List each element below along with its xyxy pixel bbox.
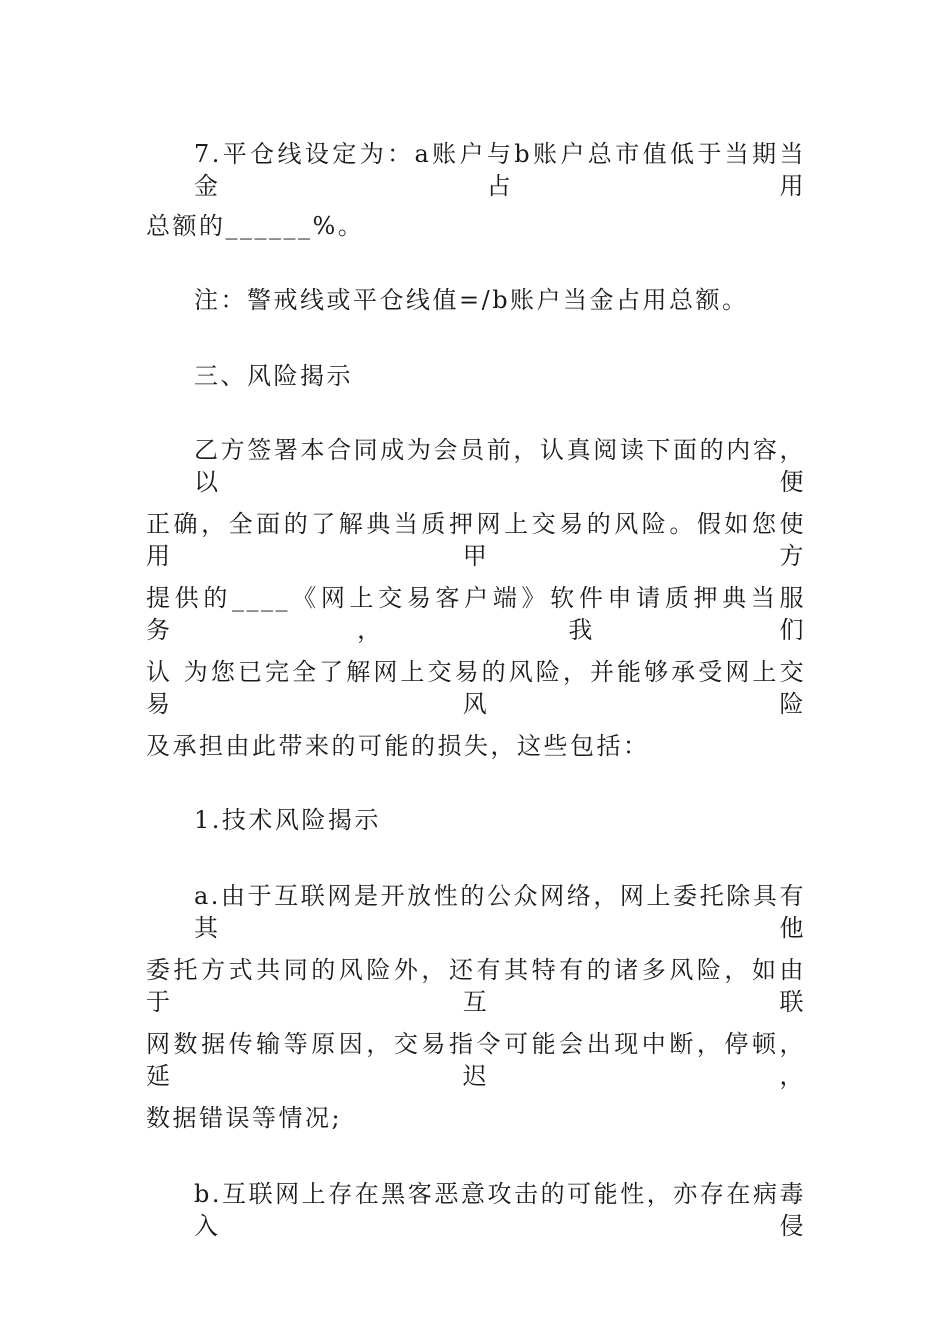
paragraph-line: 及承担由此带来的可能的损失，这些包括：: [146, 732, 650, 760]
paragraph-line: a.由于互联网是开放性的公众网络，网上委托除具有其他: [194, 882, 806, 942]
paragraph-line: 注：警戒线或平仓线值=/b账户当金占用总额。: [194, 286, 749, 314]
paragraph-line: 网数据传输等原因，交易指令可能会出现中断，停顿，延迟，: [146, 1030, 806, 1090]
paragraph-line: 认 为您已完全了解网上交易的风险，并能够承受网上交易风险: [146, 658, 806, 718]
paragraph-line: 7.平仓线设定为：a账户与b账户总市值低于当期当金占用: [194, 140, 806, 200]
paragraph-line: 正确，全面的了解典当质押网上交易的风险。假如您使用甲方: [146, 510, 806, 570]
section-heading: 三、风险揭示: [194, 362, 353, 390]
paragraph-line: 数据错误等情况;: [146, 1104, 343, 1132]
paragraph-line: 总额的______%。: [146, 212, 365, 240]
paragraph-line: 乙方签署本合同成为会员前，认真阅读下面的内容，以便: [194, 436, 806, 496]
subsection-heading: 1.技术风险揭示: [194, 806, 381, 834]
paragraph-line: 提供的____《网上交易客户端》软件申请质押典当服务，我们: [146, 584, 806, 644]
paragraph-line: b.互联网上存在黑客恶意攻击的可能性，亦存在病毒入侵: [194, 1180, 806, 1240]
paragraph-line: 委托方式共同的风险外，还有其特有的诸多风险，如由于互联: [146, 956, 806, 1016]
